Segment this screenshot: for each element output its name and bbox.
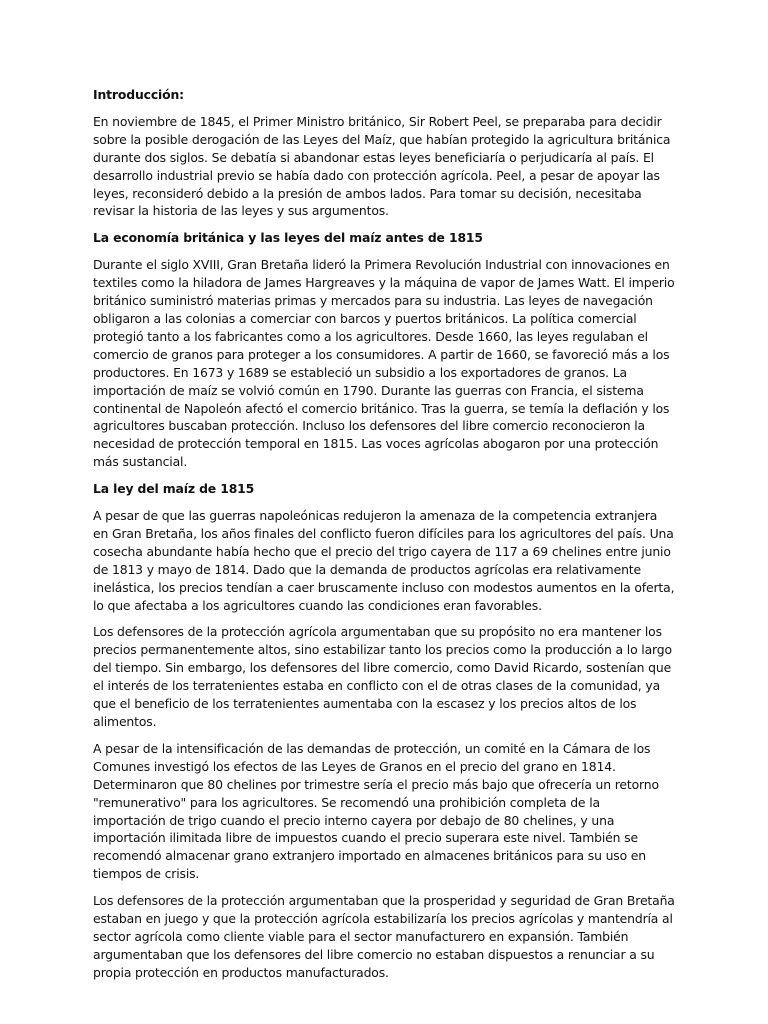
paragraph-protection-defenders: Los defensores de la protección agrícola argumentaban que su propósito no era mantener los precios permanentemente altos, sino estabilizar tanto los precios como la producción a lo largo del tiempo. Sin embargo, los defensores del libre comercio, como David Ricardo, sostenían que el interés de los terratenientes estaba en conflicto con el de otras clases de la comunidad, ya que el beneficio de los terratenientes aumentaba con la escasez y los precios altos de los alimentos. — [93, 624, 672, 729]
heading-introduction: Introducción: — [93, 87, 184, 102]
paragraph-commons-committee: A pesar de la intensificación de las demandas de protección, un comité en la Cámara de los Comunes investigó los efectos de las Leyes de Granos en el precio del grano en 1814. Determinaron que 80 chelines por trimestre sería el precio más bajo que ofrecería un retorno "remunerativo" para los agricultores. Se recomendó una prohibición completa de la importación de trigo cuando el precio interno cayera por debajo de 80 chelines, y una importación ilimitada libre de impuestos cuando el precio superara este nivel. También se recomendó almacenar grano extranjero importado en almacenes británicos para su uso en tiempos de crisis. — [93, 740, 659, 882]
paragraph-introduction: En noviembre de 1845, el Primer Ministro británico, Sir Robert Peel, se preparaba para decidir sobre la posible derogación de las Leyes del Maíz, que habían protegido la agricultura británica durante dos siglos. Se debatía si abandonar estas leyes beneficiaría o perjudicaría al país. El desarrollo industrial previo se había dado con protección agrícola. Peel, a pesar de apoyar las leyes, reconsideró debido a la presión de ambos lados. Para tomar su decisión, necesitaba revisar la historia de las leyes y sus argumentos. — [93, 113, 671, 219]
paragraph-prosperity-argument: Los defensores de la protección argumentaban que la prosperidad y seguridad de Gran Bretaña estaban en juego y que la protección agrícola estabilizaría los precios agrícolas y mantendría al sector agrícola como cliente viable para el sector manufacturero en expansión. También argumentaban que los defensores del libre comercio no estaban dispuestos a renunciar a su propia protección en productos manufacturados. — [93, 893, 675, 980]
paragraph-british-economy: Durante el siglo XVIII, Gran Bretaña lideró la Primera Revolución Industrial con innovaciones en textiles como la hiladora de James Hargreaves y la máquina de vapor de James Watt. El imperio británico suministró materias primas y mercados para su industria. Las leyes de navegación obligaron a las colonias a comerciar con barcos y puertos británicos. La política comercial protegió tanto a los fabricantes como a los agricultores. Desde 1660, las leyes regulaban el comercio de granos para proteger a los consumidores. A partir de 1660, se favoreció más a los productores. En 1673 y 1689 se estableció un subsidio a los exportadores de granos. La importación de maíz se volvió común en 1790. Durante las guerras con Francia, el sistema continental de Napoleón afectó el comercio británico. Tras la guerra, se temía la deflación y los agricultores buscaban protección. Incluso los defensores del libre comercio reconocieron la necesidad de protección temporal en 1815. Las voces agrícolas abogaron por una protección más sustancial. — [93, 257, 675, 470]
document-body — [93, 86, 675, 991]
heading-british-economy: La economía británica y las leyes del maíz antes de 1815 — [93, 230, 483, 246]
paragraph-napoleonic-wars: A pesar de que las guerras napoleónicas redujeron la amenaza de la competencia extranjera en Gran Bretaña, los años finales del conflicto fueron difíciles para los agricultores del país. Una cosecha abundante había hecho que el precio del trigo cayera de 117 a 69 chelines entre junio de 1813 y mayo de 1814. Dado que la demanda de productos agrícolas era relativamente inelástica, los precios tendían a caer bruscamente incluso con modestos aumentos en la oferta, lo que afectaba a los agricultores cuando las condiciones eran favorables. — [93, 508, 675, 613]
heading-corn-law-1815: La ley del maíz de 1815 — [93, 481, 255, 497]
